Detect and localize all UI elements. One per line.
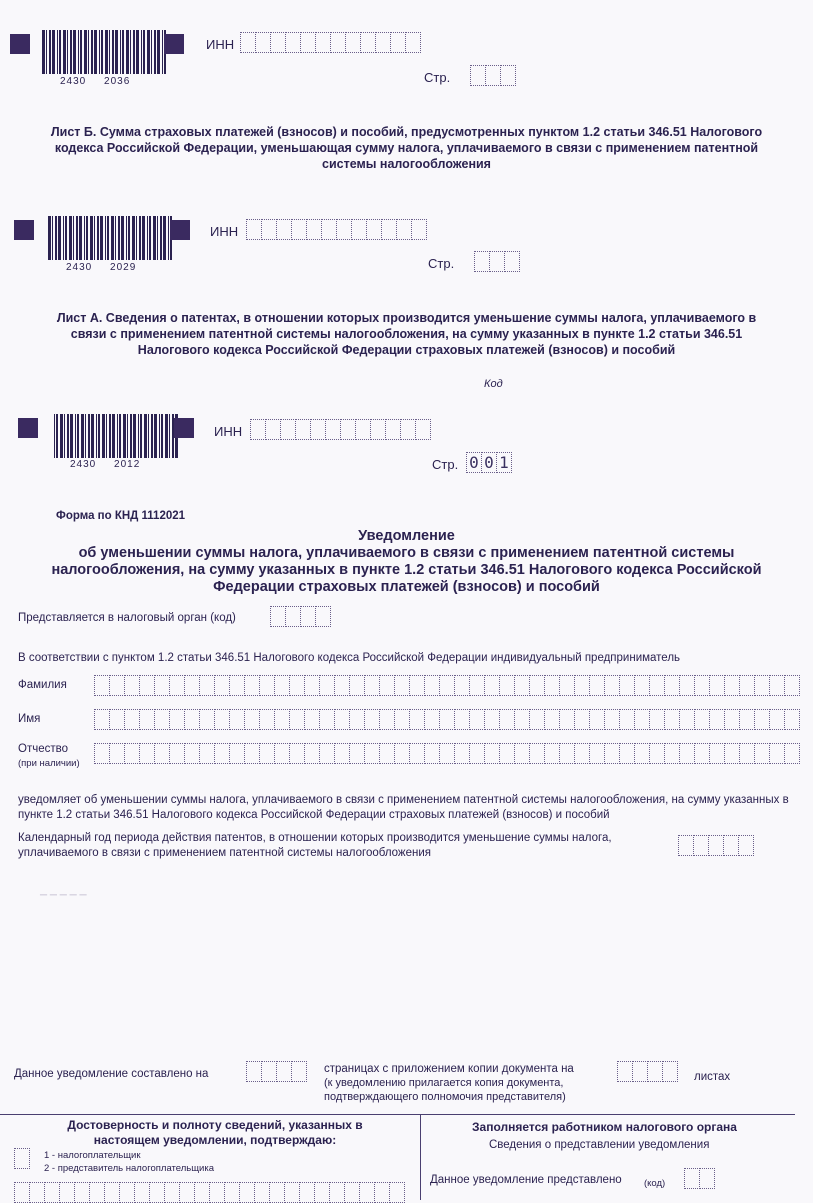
input-cell[interactable] bbox=[545, 743, 560, 764]
input-cell[interactable] bbox=[455, 709, 470, 730]
input-cell[interactable] bbox=[695, 675, 710, 696]
input-cell[interactable] bbox=[440, 709, 455, 730]
corner-marker bbox=[10, 34, 30, 54]
input-cell[interactable] bbox=[281, 419, 296, 440]
notice-heading: Уведомление bbox=[358, 528, 455, 544]
year-field[interactable] bbox=[678, 835, 754, 856]
office-heading: Заполняется работником налогового органа bbox=[472, 1120, 737, 1134]
input-cell[interactable] bbox=[770, 675, 785, 696]
input-cell[interactable] bbox=[320, 675, 335, 696]
input-cell[interactable] bbox=[335, 743, 350, 764]
input-cell[interactable] bbox=[485, 743, 500, 764]
barcode bbox=[48, 216, 174, 260]
barcode bbox=[42, 30, 168, 74]
form-code: Форма по КНД 1112021 bbox=[56, 510, 186, 522]
input-cell[interactable] bbox=[305, 709, 320, 730]
input-cell[interactable] bbox=[356, 419, 371, 440]
input-cell[interactable] bbox=[785, 709, 800, 730]
sheet-a-title: Лист А. Сведения о патентах, в отношении которых производится уменьшение суммы налога, уплачиваемого в связи с применением патентной системы налогообложения, на сумму указанных в пункте 1.2 статьи 346.51 Налогового кодекса Российской Федерации страховых платежей (взносов) и пособий bbox=[56, 311, 757, 357]
submitted-label: Данное уведомление представлено bbox=[430, 1174, 622, 1186]
input-cell[interactable] bbox=[245, 709, 260, 730]
input-cell[interactable] bbox=[710, 743, 725, 764]
input-cell[interactable] bbox=[200, 743, 215, 764]
input-cell[interactable] bbox=[110, 743, 125, 764]
input-cell[interactable] bbox=[425, 743, 440, 764]
input-cell[interactable] bbox=[471, 65, 486, 86]
input-cell[interactable] bbox=[395, 743, 410, 764]
input-cell[interactable] bbox=[320, 709, 335, 730]
input-cell[interactable] bbox=[110, 675, 125, 696]
input-cell[interactable] bbox=[545, 709, 560, 730]
input-cell[interactable] bbox=[545, 675, 560, 696]
input-cell[interactable] bbox=[485, 675, 500, 696]
input-cell[interactable] bbox=[170, 675, 185, 696]
surname-field[interactable] bbox=[94, 675, 800, 696]
input-cell[interactable] bbox=[311, 419, 326, 440]
input-cell[interactable] bbox=[320, 743, 335, 764]
input-cell[interactable] bbox=[125, 709, 140, 730]
tax-authority-code-field[interactable] bbox=[270, 606, 331, 627]
input-cell[interactable] bbox=[397, 219, 412, 240]
pages-text: страницах с приложением копии документа на bbox=[324, 1063, 574, 1075]
input-cell[interactable] bbox=[755, 743, 770, 764]
input-cell[interactable] bbox=[755, 675, 770, 696]
input-cell[interactable] bbox=[410, 743, 425, 764]
confirm-heading: Достоверность и полноту сведений, указанных в настоящем уведомлении, подтверждаю: bbox=[67, 1118, 363, 1147]
input-cell[interactable] bbox=[486, 65, 501, 86]
patronymic-field[interactable] bbox=[94, 743, 800, 764]
input-cell[interactable] bbox=[425, 709, 440, 730]
input-cell[interactable] bbox=[740, 675, 755, 696]
input-cell[interactable] bbox=[140, 743, 155, 764]
input-cell[interactable] bbox=[266, 419, 281, 440]
input-cell[interactable] bbox=[470, 709, 485, 730]
inn-label: ИНН bbox=[214, 424, 243, 439]
input-cell[interactable] bbox=[401, 419, 416, 440]
input-cell[interactable] bbox=[410, 675, 425, 696]
input-cell[interactable] bbox=[709, 835, 724, 856]
corner-marker bbox=[174, 418, 194, 438]
input-cell[interactable] bbox=[620, 675, 635, 696]
input-cell[interactable] bbox=[515, 709, 530, 730]
input-cell[interactable] bbox=[530, 675, 545, 696]
name-label: Имя bbox=[18, 713, 41, 725]
input-cell[interactable] bbox=[350, 743, 365, 764]
input-cell[interactable] bbox=[695, 743, 710, 764]
page-digit-cell[interactable]: 0 bbox=[482, 452, 497, 473]
input-cell[interactable] bbox=[15, 1148, 30, 1169]
input-cell[interactable] bbox=[230, 743, 245, 764]
input-cell[interactable] bbox=[292, 1061, 307, 1082]
input-cell[interactable] bbox=[410, 709, 425, 730]
pages-note: (к уведомлению прилагается копия документа, подтверждающего полномочия представителя) bbox=[324, 1077, 566, 1103]
input-cell[interactable] bbox=[679, 835, 694, 856]
input-cell[interactable] bbox=[725, 709, 740, 730]
input-cell[interactable] bbox=[755, 709, 770, 730]
input-cell[interactable] bbox=[286, 606, 301, 627]
input-cell[interactable] bbox=[95, 709, 110, 730]
input-cell[interactable] bbox=[560, 709, 575, 730]
page-field[interactable] bbox=[470, 65, 516, 86]
input-cell[interactable] bbox=[245, 675, 260, 696]
input-cell[interactable] bbox=[185, 743, 200, 764]
input-cell[interactable] bbox=[275, 675, 290, 696]
input-cell[interactable] bbox=[412, 219, 427, 240]
input-cell[interactable] bbox=[391, 32, 406, 53]
input-cell[interactable] bbox=[230, 709, 245, 730]
page-label: Стр. bbox=[428, 256, 455, 271]
input-cell[interactable] bbox=[500, 743, 515, 764]
surname-label: Фамилия bbox=[18, 679, 67, 691]
corner-marker bbox=[164, 34, 184, 54]
input-cell[interactable] bbox=[296, 419, 311, 440]
input-cell[interactable] bbox=[275, 743, 290, 764]
input-cell[interactable] bbox=[215, 743, 230, 764]
input-cell[interactable] bbox=[500, 675, 515, 696]
intro-text: В соответствии с пунктом 1.2 статьи 346.51 Налогового кодекса Российской Федерации индивидуальный предприниматель bbox=[18, 652, 681, 664]
input-cell[interactable] bbox=[470, 675, 485, 696]
input-cell[interactable] bbox=[724, 835, 739, 856]
input-cell[interactable] bbox=[251, 419, 266, 440]
input-cell[interactable] bbox=[770, 709, 785, 730]
input-cell[interactable] bbox=[260, 709, 275, 730]
submission-code-field[interactable] bbox=[684, 1168, 715, 1189]
input-cell[interactable] bbox=[785, 743, 800, 764]
input-cell[interactable] bbox=[140, 709, 155, 730]
input-cell[interactable] bbox=[305, 743, 320, 764]
input-cell[interactable] bbox=[380, 743, 395, 764]
input-cell[interactable] bbox=[395, 675, 410, 696]
input-cell[interactable] bbox=[485, 709, 500, 730]
input-cell[interactable] bbox=[346, 32, 361, 53]
input-cell[interactable] bbox=[367, 219, 382, 240]
input-cell[interactable] bbox=[618, 1061, 633, 1082]
input-cell[interactable] bbox=[95, 743, 110, 764]
input-cell[interactable] bbox=[501, 65, 516, 86]
divider bbox=[420, 1114, 421, 1200]
input-cell[interactable] bbox=[335, 709, 350, 730]
input-cell[interactable] bbox=[685, 1168, 700, 1189]
office-subheading: Сведения о представлении уведомления bbox=[489, 1139, 710, 1151]
inn-field[interactable] bbox=[246, 219, 427, 240]
input-cell[interactable] bbox=[575, 709, 590, 730]
input-cell[interactable] bbox=[605, 709, 620, 730]
input-cell[interactable] bbox=[290, 675, 305, 696]
input-cell[interactable] bbox=[256, 32, 271, 53]
input-cell[interactable] bbox=[286, 32, 301, 53]
input-cell[interactable] bbox=[290, 743, 305, 764]
input-cell[interactable] bbox=[95, 675, 110, 696]
input-cell[interactable] bbox=[455, 675, 470, 696]
input-cell[interactable] bbox=[575, 743, 590, 764]
input-cell[interactable] bbox=[515, 675, 530, 696]
input-cell[interactable] bbox=[665, 675, 680, 696]
input-cell[interactable] bbox=[260, 743, 275, 764]
input-cell[interactable] bbox=[530, 743, 545, 764]
inn-field[interactable] bbox=[250, 419, 431, 440]
page-digit-cell[interactable]: 1 bbox=[497, 452, 512, 473]
input-cell[interactable] bbox=[307, 219, 322, 240]
input-cell[interactable] bbox=[200, 709, 215, 730]
input-cell[interactable] bbox=[490, 251, 505, 272]
input-cell[interactable] bbox=[505, 251, 520, 272]
input-cell[interactable] bbox=[260, 675, 275, 696]
input-cell[interactable] bbox=[352, 219, 367, 240]
input-cell[interactable] bbox=[633, 1061, 648, 1082]
input-cell[interactable] bbox=[200, 675, 215, 696]
input-cell[interactable] bbox=[155, 675, 170, 696]
signer-type-field[interactable] bbox=[14, 1148, 30, 1169]
input-cell[interactable] bbox=[110, 709, 125, 730]
input-cell[interactable] bbox=[170, 743, 185, 764]
input-cell[interactable] bbox=[475, 251, 490, 272]
input-cell[interactable] bbox=[271, 32, 286, 53]
input-cell[interactable] bbox=[680, 675, 695, 696]
input-cell[interactable] bbox=[185, 709, 200, 730]
input-cell[interactable] bbox=[406, 32, 421, 53]
input-cell[interactable] bbox=[245, 743, 260, 764]
input-cell[interactable] bbox=[335, 675, 350, 696]
input-cell[interactable] bbox=[710, 709, 725, 730]
input-cell[interactable] bbox=[322, 219, 337, 240]
input-cell[interactable] bbox=[155, 743, 170, 764]
inn-label: ИНН bbox=[206, 37, 235, 52]
input-cell[interactable] bbox=[605, 743, 620, 764]
patronymic-label: Отчество bbox=[18, 743, 68, 755]
input-cell[interactable] bbox=[316, 32, 331, 53]
input-cell[interactable] bbox=[290, 709, 305, 730]
input-cell[interactable] bbox=[663, 1061, 678, 1082]
input-cell[interactable] bbox=[694, 835, 709, 856]
input-cell[interactable] bbox=[740, 709, 755, 730]
input-cell[interactable] bbox=[515, 743, 530, 764]
input-cell[interactable] bbox=[710, 675, 725, 696]
barcode-number: 2430 2012 bbox=[70, 459, 141, 470]
page-label: Стр. bbox=[432, 457, 459, 472]
patronymic-note: (при наличии) bbox=[18, 758, 80, 769]
input-cell[interactable] bbox=[575, 675, 590, 696]
sheets-count-field[interactable] bbox=[617, 1061, 678, 1082]
input-cell[interactable] bbox=[650, 743, 665, 764]
input-cell[interactable] bbox=[365, 675, 380, 696]
input-cell[interactable] bbox=[648, 1061, 663, 1082]
input-cell[interactable] bbox=[665, 743, 680, 764]
input-cell[interactable] bbox=[350, 709, 365, 730]
input-cell[interactable] bbox=[140, 675, 155, 696]
input-cell[interactable] bbox=[680, 743, 695, 764]
input-cell[interactable] bbox=[215, 675, 230, 696]
notify-text: уведомляет об уменьшении суммы налога, уплачиваемого в связи с применением патентной системы налогообложения, на сумму указанных в пункте 1.2 статьи 346.51 Налогового кодекса Российской Федерации страховых платежей (взносов) и пособий bbox=[18, 794, 789, 821]
input-cell[interactable] bbox=[560, 743, 575, 764]
option-representative: 2 - представитель налогоплательщика bbox=[44, 1163, 214, 1174]
input-cell[interactable] bbox=[395, 709, 410, 730]
barcode-number: 2430 2036 bbox=[60, 76, 131, 87]
input-cell[interactable] bbox=[680, 709, 695, 730]
input-cell[interactable] bbox=[350, 675, 365, 696]
input-cell[interactable] bbox=[635, 709, 650, 730]
inn-label: ИНН bbox=[210, 224, 239, 239]
input-cell[interactable] bbox=[376, 32, 391, 53]
input-cell[interactable] bbox=[740, 743, 755, 764]
input-cell[interactable] bbox=[650, 675, 665, 696]
inn-field[interactable] bbox=[240, 32, 421, 53]
tax-authority-label: Представляется в налоговый орган (код) bbox=[18, 612, 236, 624]
input-cell[interactable] bbox=[337, 219, 352, 240]
input-cell[interactable] bbox=[277, 219, 292, 240]
input-cell[interactable] bbox=[725, 743, 740, 764]
input-cell[interactable] bbox=[785, 675, 800, 696]
input-cell[interactable] bbox=[590, 709, 605, 730]
input-cell[interactable] bbox=[725, 675, 740, 696]
input-cell[interactable] bbox=[635, 743, 650, 764]
page-digit-cell[interactable]: 0 bbox=[467, 452, 482, 473]
peek-text: Код bbox=[484, 378, 503, 390]
input-cell[interactable] bbox=[665, 709, 680, 730]
input-cell[interactable] bbox=[331, 32, 346, 53]
input-cell[interactable] bbox=[262, 1061, 277, 1082]
input-cell[interactable] bbox=[590, 743, 605, 764]
input-cell[interactable] bbox=[770, 743, 785, 764]
input-cell[interactable] bbox=[635, 675, 650, 696]
input-cell[interactable] bbox=[425, 675, 440, 696]
input-cell[interactable] bbox=[292, 219, 307, 240]
input-cell[interactable] bbox=[271, 606, 286, 627]
input-cell[interactable] bbox=[277, 1061, 292, 1082]
input-cell[interactable] bbox=[500, 709, 515, 730]
year-text: Календарный год периода действия патентов, в отношении которых производится уменьшение суммы налога, уплачиваемого в связи с применением патентной системы налогообложения bbox=[18, 832, 612, 859]
page-field[interactable] bbox=[474, 251, 520, 272]
input-cell[interactable] bbox=[301, 32, 316, 53]
sheet-b-title: Лист Б. Сумма страховых платежей (взносов) и пособий, предусмотренных пунктом 1.2 статьи 346.51 Налогового кодекса Российской Федерации, уменьшающая сумму налога, уплачиваемого в связи с применением патентной системы налогообложения bbox=[50, 125, 763, 171]
page-label: Стр. bbox=[424, 70, 451, 85]
input-cell[interactable] bbox=[155, 709, 170, 730]
divider bbox=[0, 1114, 795, 1115]
input-cell[interactable] bbox=[530, 709, 545, 730]
name-field[interactable] bbox=[94, 709, 800, 730]
corner-marker bbox=[14, 220, 34, 240]
input-cell[interactable] bbox=[650, 709, 665, 730]
corner-marker bbox=[170, 220, 190, 240]
input-cell[interactable] bbox=[560, 675, 575, 696]
input-cell[interactable] bbox=[215, 709, 230, 730]
input-cell[interactable] bbox=[380, 709, 395, 730]
input-cell[interactable] bbox=[247, 1061, 262, 1082]
input-cell[interactable] bbox=[620, 743, 635, 764]
input-cell[interactable] bbox=[590, 675, 605, 696]
input-cell[interactable] bbox=[382, 219, 397, 240]
input-cell[interactable] bbox=[440, 743, 455, 764]
input-cell[interactable] bbox=[316, 606, 331, 627]
input-cell[interactable] bbox=[470, 743, 485, 764]
input-cell[interactable] bbox=[371, 419, 386, 440]
corner-marker bbox=[18, 418, 38, 438]
page-number-field[interactable] bbox=[466, 452, 512, 473]
input-cell[interactable] bbox=[440, 675, 455, 696]
input-cell[interactable] bbox=[365, 709, 380, 730]
input-cell[interactable] bbox=[620, 709, 635, 730]
input-cell[interactable] bbox=[125, 743, 140, 764]
composed-label: Данное уведомление составлено на bbox=[14, 1068, 209, 1080]
input-cell[interactable] bbox=[262, 219, 277, 240]
input-cell[interactable] bbox=[695, 709, 710, 730]
code-label: (код) bbox=[644, 1178, 666, 1189]
input-cell[interactable] bbox=[170, 709, 185, 730]
barcode bbox=[54, 414, 180, 458]
input-cell[interactable] bbox=[185, 675, 200, 696]
input-cell[interactable] bbox=[455, 743, 470, 764]
input-cell[interactable] bbox=[241, 32, 256, 53]
notice-subheading: об уменьшении суммы налога, уплачиваемого в связи с применением патентной системы налогообложения, на сумму указанных в пункте 1.2 статьи 346.51 Налогового кодекса Российской Федерации страховых платежей (взносов) и пособий bbox=[51, 545, 762, 595]
bleed-through-text: ─ ─ ─ ─ ─ bbox=[40, 890, 87, 901]
input-cell[interactable] bbox=[605, 675, 620, 696]
input-cell[interactable] bbox=[275, 709, 290, 730]
input-cell[interactable] bbox=[700, 1168, 715, 1189]
barcode-number: 2430 2029 bbox=[66, 262, 137, 273]
input-cell[interactable] bbox=[341, 419, 356, 440]
input-cell[interactable] bbox=[380, 675, 395, 696]
input-cell[interactable] bbox=[739, 835, 754, 856]
input-cell[interactable] bbox=[230, 675, 245, 696]
input-cell[interactable] bbox=[361, 32, 376, 53]
input-cell[interactable] bbox=[326, 419, 341, 440]
input-cell[interactable] bbox=[386, 419, 401, 440]
option-taxpayer: 1 - налогоплательщик bbox=[44, 1150, 141, 1161]
pages-count-field[interactable] bbox=[246, 1061, 307, 1082]
input-cell[interactable] bbox=[247, 219, 262, 240]
input-cell[interactable] bbox=[301, 606, 316, 627]
input-cell[interactable] bbox=[416, 419, 431, 440]
input-cell[interactable] bbox=[305, 675, 320, 696]
input-cell[interactable] bbox=[125, 675, 140, 696]
sheets-label: листах bbox=[694, 1071, 731, 1083]
input-cell[interactable] bbox=[365, 743, 380, 764]
